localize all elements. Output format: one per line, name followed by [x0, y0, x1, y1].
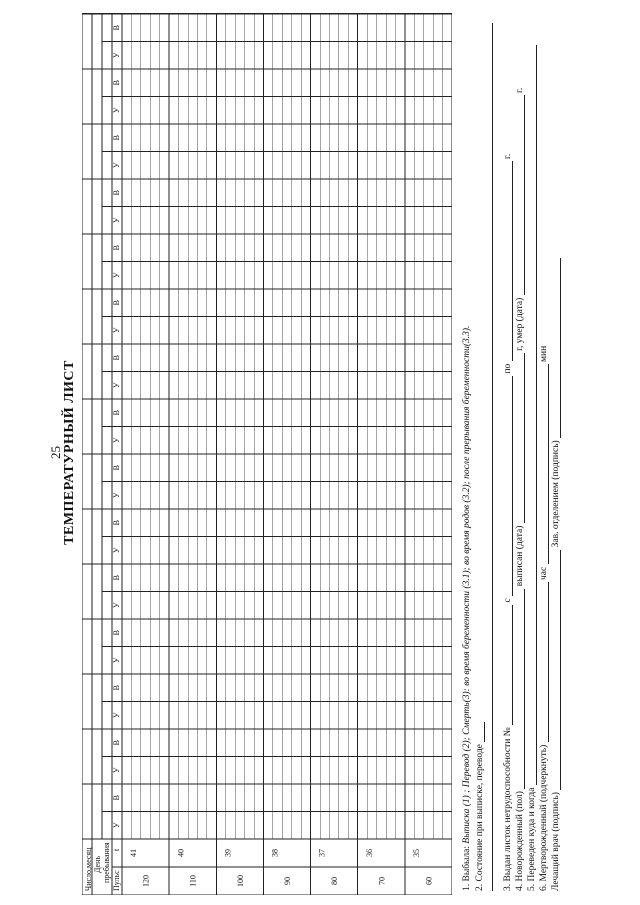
shift-label: В [112, 25, 121, 31]
shift-label: У [112, 107, 121, 114]
stillborn-min-field[interactable] [538, 364, 549, 564]
newborn-label: 4. Новорожденный (пол) [515, 791, 525, 891]
sick-leave-to-field[interactable] [502, 161, 513, 361]
pulse-value: 110 [188, 875, 198, 887]
day-label-1: День [93, 855, 102, 873]
stillborn-min: мин [539, 345, 549, 362]
condition-line [474, 722, 485, 891]
transfer-line [526, 45, 537, 891]
shift-label: В [112, 685, 121, 691]
shift-label: В [112, 575, 121, 581]
shift-label: У [112, 767, 121, 774]
shift-label: В [112, 410, 121, 416]
pulse-label: Пульс [112, 870, 121, 891]
shift-label: У [112, 272, 121, 279]
shift-label: У [112, 217, 121, 224]
sick-leave-to: по [503, 363, 513, 374]
sick-leave-line [502, 154, 513, 891]
temp-value: 38 [270, 849, 280, 857]
shift-label: У [112, 602, 121, 609]
shift-label: В [112, 190, 121, 196]
temperature-grid [82, 13, 452, 895]
shift-label: У [112, 52, 121, 59]
newborn-died-field[interactable] [514, 95, 525, 295]
shift-label: У [112, 712, 121, 719]
pulse-value: 100 [235, 875, 245, 887]
day-label-2: пребывания [102, 842, 111, 883]
temp-value: 41 [129, 849, 139, 857]
date-label: Число,месяц [84, 847, 93, 891]
transfer-field[interactable] [526, 45, 537, 785]
pulse-value: 70 [377, 877, 387, 885]
shift-label: В [112, 465, 121, 471]
shift-label: В [112, 740, 121, 746]
head-label: Зав. отделением (подпись) [551, 440, 561, 548]
shift-label: В [112, 795, 121, 801]
footer-divider [492, 23, 493, 891]
temp-value: 40 [176, 849, 186, 857]
doctor-signature-field[interactable] [550, 550, 561, 790]
shift-label: В [112, 245, 121, 251]
shift-label: У [112, 162, 121, 169]
temp-value: 35 [412, 849, 421, 857]
stillborn-line [538, 346, 549, 891]
temp-value: 36 [364, 849, 374, 857]
shift-label: В [112, 630, 121, 636]
discharge-line [462, 326, 472, 891]
condition-field[interactable] [474, 722, 485, 742]
shift-label: У [112, 547, 121, 554]
discharge-prefix: 1. Выбыла: [462, 843, 472, 891]
pulse-value: 120 [141, 875, 151, 887]
page-title: ТЕМПЕРАТУРНЫЙ ЛИСТ [62, 360, 77, 545]
shift-label: В [112, 520, 121, 526]
shift-label: У [112, 492, 121, 499]
newborn-sex-field[interactable] [514, 589, 525, 789]
shift-label: У [112, 657, 121, 664]
transfer-label: 5. Переведен куда и когда [527, 787, 537, 891]
shift-label: В [112, 80, 121, 86]
page-number: 25 [48, 446, 63, 459]
sick-leave-from: с [503, 598, 513, 603]
shift-label: В [112, 355, 121, 361]
newborn-discharged-field[interactable] [514, 353, 525, 523]
sick-leave-from-field[interactable] [502, 376, 513, 596]
shift-label: У [112, 437, 121, 444]
temp-label: t [112, 848, 121, 851]
stillborn-hour-field[interactable] [538, 582, 549, 742]
stillborn-hour: час [539, 566, 549, 580]
shift-label: У [112, 822, 121, 829]
pulse-value: 90 [283, 877, 292, 885]
temp-value: 39 [223, 849, 233, 857]
signature-line [550, 258, 561, 891]
pulse-value: 80 [330, 877, 340, 885]
shift-label: У [112, 327, 121, 334]
newborn-discharged: выписан (дата) [515, 525, 525, 587]
shift-label: В [112, 135, 121, 141]
newborn-year: г. [515, 87, 525, 93]
newborn-died: г, умер (дата) [515, 297, 525, 351]
condition-label: 2. Состояние при выписке, переводе [475, 744, 485, 891]
temp-value: 37 [317, 849, 327, 857]
pulse-value: 60 [424, 877, 434, 885]
sick-leave-year: г. [503, 153, 513, 159]
shift-label: У [112, 382, 121, 389]
sick-leave-number-field[interactable] [502, 605, 513, 725]
doctor-label: Лечащий врач (подпись) [551, 792, 561, 891]
sick-leave-label: 3. Выдан листок нетрудоспособности № [503, 727, 513, 891]
stillborn-label: 6. Мертворожденный (подчеркнуть) [539, 744, 549, 891]
discharge-options: Выписка (1) ; Перевод (2); Смерть(3): во время беременности (3.1); во время родов (3.2); после прерывания беременности(3.3). [462, 325, 472, 844]
head-signature-field[interactable] [550, 258, 561, 438]
shift-label: В [112, 300, 121, 306]
newborn-line [514, 88, 525, 891]
